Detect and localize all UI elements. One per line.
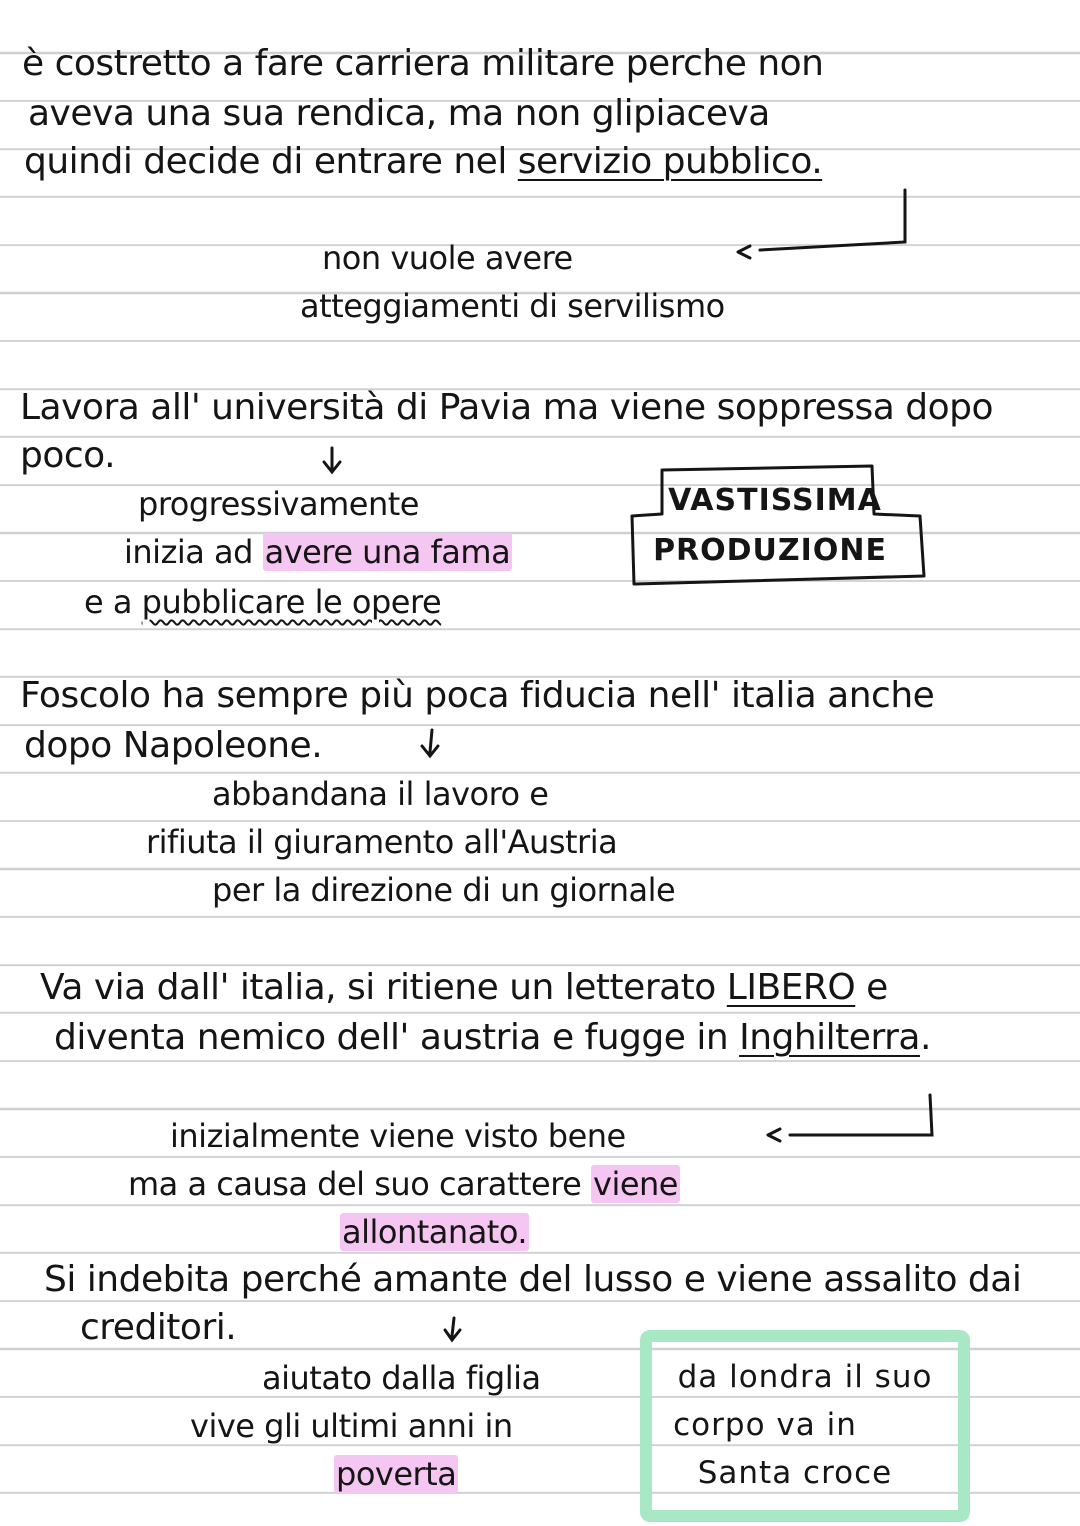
p2-line-1: Lavora all' università di Pavia ma viene soppressa dopo bbox=[20, 387, 994, 428]
down-arrow-1 bbox=[324, 448, 340, 472]
p5-line-2: creditori. bbox=[80, 1307, 237, 1348]
inghilterra: Inghilterra bbox=[739, 1017, 920, 1058]
p3-sub-line-3: per la direzione di un giornale bbox=[212, 871, 676, 909]
p5-line-1: Si indebita perché amante del lusso e viene assalito dai bbox=[44, 1259, 1022, 1300]
box-corpo-va-in: corpo va in bbox=[673, 1407, 857, 1443]
box-santa-croce: Santa croce bbox=[697, 1455, 893, 1491]
p4-line-2-end: . bbox=[919, 1017, 931, 1058]
p5-sub-line-3 bbox=[334, 1454, 458, 1494]
down-arrow-2 bbox=[422, 730, 438, 756]
p3-sub-line-2: rifiuta il giuramento all'Austria bbox=[146, 823, 618, 861]
connector-arrow-2 bbox=[790, 1095, 932, 1135]
allontanato-highlight: allontanato. bbox=[342, 1213, 528, 1251]
p1-line-3 bbox=[24, 140, 822, 184]
p4-line-1-text: Va via dall' italia, si ritiene un letterato bbox=[40, 967, 727, 1008]
avere-una-fama-highlight: avere una fama bbox=[264, 533, 511, 571]
p2-sub-line-2 bbox=[124, 532, 512, 572]
p1-note-line-2: atteggiamenti di servilismo bbox=[300, 287, 725, 325]
p3-line-1: Foscolo ha sempre più poca fiducia nell' italia anche bbox=[20, 675, 935, 716]
p2-line-2: poco. bbox=[20, 435, 116, 476]
p3-sub-line-1: abbandana il lavoro e bbox=[212, 775, 549, 813]
box-vastissima: VASTISSIMA bbox=[668, 483, 882, 518]
box-produzione: PRODUZIONE bbox=[653, 533, 887, 568]
libero: LIBERO bbox=[726, 967, 856, 1008]
connector-arrow-1 bbox=[760, 190, 905, 250]
viene-highlight: viene bbox=[593, 1165, 678, 1203]
p4-line-1 bbox=[40, 966, 888, 1010]
p4-line-2-text: diventa nemico dell' austria e fugge in bbox=[54, 1017, 740, 1058]
p2-sub-line-3 bbox=[84, 582, 441, 622]
p4-line-2 bbox=[54, 1016, 931, 1060]
p1-line-1: è costretto a fare carriera militare perche non bbox=[22, 43, 824, 84]
servizio-pubblico: servizio pubblico. bbox=[517, 141, 823, 182]
p2-sub-line-3-text: e a bbox=[84, 583, 142, 621]
p4-sub-line-1: inizialmente viene visto bene bbox=[170, 1117, 626, 1155]
p1-line-2: aveva una sua rendica, ma non glipiaceva bbox=[28, 93, 770, 134]
p2-sub-line-1: progressivamente bbox=[138, 485, 419, 523]
p5-sub-line-1: aiutato dalla figlia bbox=[262, 1359, 541, 1397]
p1-note-line-1: non vuole avere bbox=[322, 239, 573, 277]
arrow-head-2 bbox=[768, 1129, 780, 1141]
box-da-londra: da londra il suo bbox=[677, 1359, 933, 1395]
p5-sub-line-2: vive gli ultimi anni in bbox=[190, 1407, 513, 1445]
p3-line-2: dopo Napoleone. bbox=[24, 725, 323, 766]
p4-sub-line-2 bbox=[128, 1164, 680, 1204]
poverta-highlight: poverta bbox=[336, 1455, 457, 1493]
down-arrow-3 bbox=[445, 1318, 460, 1340]
p2-sub-line-2-text: inizia ad bbox=[124, 533, 263, 571]
p4-sub-line-3 bbox=[340, 1212, 529, 1252]
pubblicare-le-opere: pubblicare le opere bbox=[141, 583, 442, 621]
p4-line-1-end: e bbox=[855, 967, 888, 1008]
arrow-head-1 bbox=[738, 246, 750, 258]
p4-sub-line-2-text: ma a causa del suo carattere bbox=[128, 1165, 591, 1203]
p1-line-3-text: quindi decide di entrare nel bbox=[24, 141, 518, 182]
